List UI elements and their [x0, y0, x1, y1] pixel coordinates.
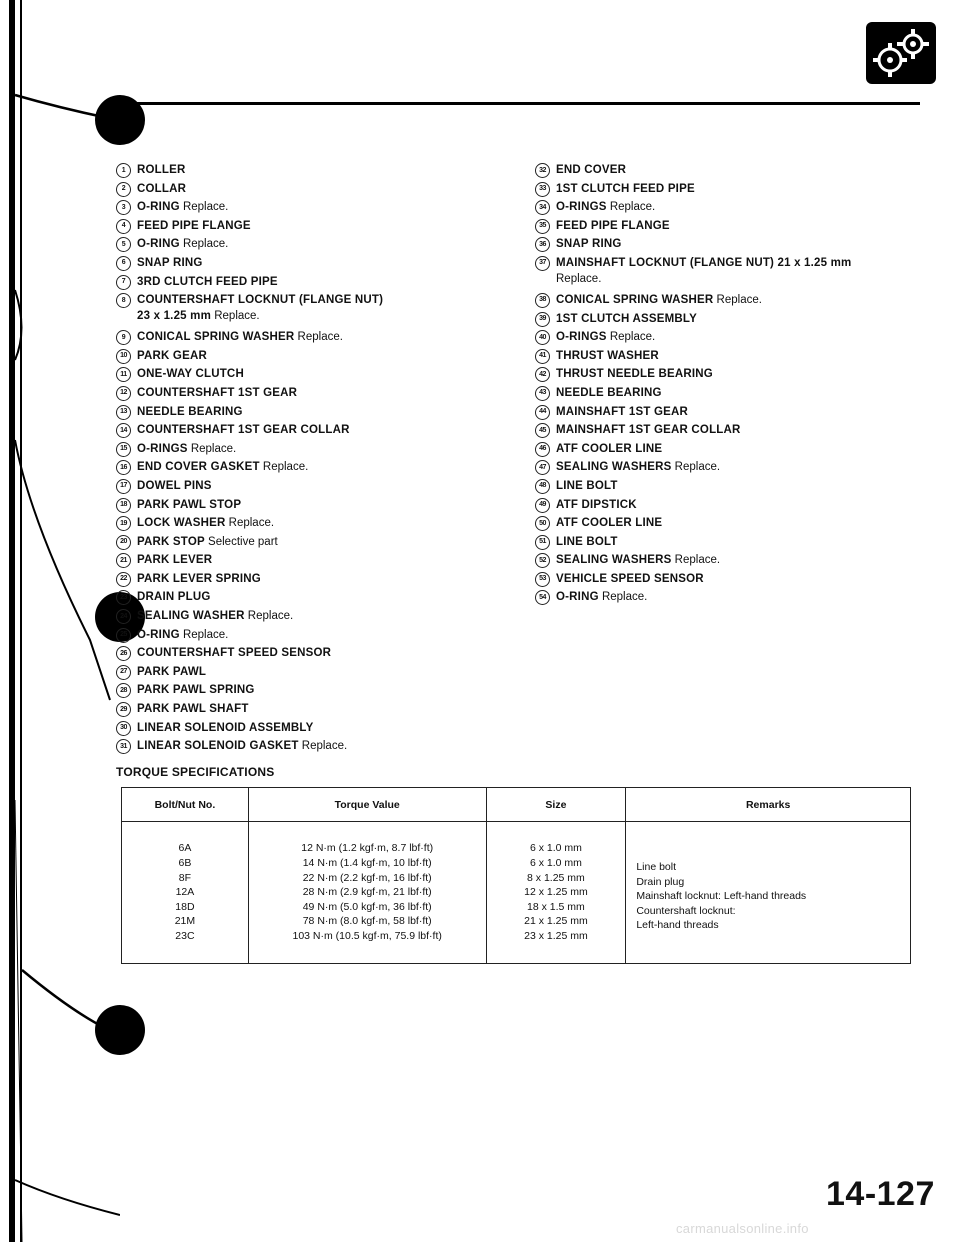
part-text [137, 571, 261, 587]
part-item [116, 459, 536, 478]
part-name: ATF DIPSTICK [556, 498, 637, 511]
callout-number-icon: 43 [535, 386, 550, 401]
part-text [137, 720, 313, 736]
header-remarks: Remarks [626, 788, 911, 822]
callout-number-icon: 18 [116, 498, 131, 513]
part-text [137, 441, 236, 457]
part-name: SEALING WASHERS [556, 554, 672, 567]
part-note: Replace. [609, 331, 656, 344]
callout-number-icon: 12 [116, 386, 131, 401]
part-name: CONICAL SPRING WASHER [137, 331, 295, 344]
part-item [116, 329, 536, 348]
part-text [137, 329, 343, 345]
part-item [535, 404, 955, 423]
part-item [116, 441, 536, 460]
part-item [116, 720, 536, 739]
part-note: Replace. [247, 610, 294, 623]
callout-number-icon: 54 [535, 590, 550, 605]
part-text [137, 682, 255, 698]
header-rule [120, 102, 920, 105]
callout-number-icon: 20 [116, 535, 131, 550]
part-text [556, 348, 659, 364]
part-name: PARK PAWL SHAFT [137, 703, 249, 716]
part-name: PARK PAWL STOP [137, 498, 242, 511]
part-text [137, 199, 228, 215]
part-name: ROLLER [137, 164, 186, 176]
part-item [116, 534, 536, 553]
part-name: O-RINGS [556, 201, 607, 214]
part-text [137, 348, 207, 364]
callout-number-icon: 11 [116, 367, 131, 382]
callout-number-icon: 3 [116, 200, 131, 215]
binding-hole-bottom [95, 1005, 145, 1055]
remark: Left-hand threads [636, 919, 719, 932]
part-item [535, 441, 955, 460]
part-name: NEEDLE BEARING [556, 386, 662, 399]
part-name: O-RING [137, 201, 180, 214]
bolt-size: 6 x 1.0 mm [529, 842, 582, 855]
part-item [535, 459, 955, 478]
part-text [556, 422, 741, 438]
torque-table-header-row [122, 788, 911, 822]
part-item [535, 366, 955, 385]
part-item [116, 385, 536, 404]
bolt-size: 18 x 1.5 mm [527, 900, 585, 913]
part-text [556, 404, 688, 420]
callout-number-icon: 30 [116, 721, 131, 736]
part-text [137, 478, 212, 494]
part-text [137, 497, 241, 513]
part-text [556, 366, 713, 382]
part-item [535, 199, 955, 218]
part-text [137, 385, 297, 401]
callout-number-icon: 7 [116, 275, 131, 290]
bolt-number: 12A [175, 886, 195, 899]
part-item [535, 162, 955, 181]
part-note: Replace. [228, 517, 275, 530]
part-text [556, 441, 662, 457]
part-name: END COVER [556, 164, 627, 176]
part-item [116, 664, 536, 683]
callout-number-icon: 9 [116, 330, 131, 345]
part-name: DRAIN PLUG [137, 591, 211, 604]
part-name: FEED PIPE FLANGE [137, 219, 251, 232]
part-name: PARK PAWL [137, 665, 207, 678]
part-name: LINEAR SOLENOID GASKET [137, 740, 299, 753]
part-note: Replace. [182, 201, 229, 214]
part-name: O-RING [556, 591, 599, 604]
torque-table-row [122, 822, 911, 964]
part-item [116, 422, 536, 441]
part-item [535, 292, 955, 311]
torque-value: 78 N·m (8.0 kgf·m, 58 lbf·ft) [302, 915, 432, 928]
part-item [535, 497, 955, 516]
part-continuation [137, 308, 383, 324]
callout-number-icon: 39 [535, 312, 550, 327]
callout-number-icon: 49 [535, 498, 550, 513]
bolt-number: 8F [178, 871, 192, 884]
part-note: Replace. [601, 591, 648, 604]
part-item [116, 181, 536, 200]
part-text [556, 199, 655, 215]
bolt-size: 21 x 1.25 mm [524, 915, 588, 928]
part-item [116, 589, 536, 608]
part-item [116, 738, 536, 757]
remark: Countershaft locknut: [636, 904, 736, 917]
part-name: O-RING [137, 238, 180, 251]
callout-number-icon: 17 [116, 479, 131, 494]
page-number: 14-127 [826, 1175, 935, 1213]
part-text [137, 218, 251, 234]
callout-number-icon: 8 [116, 293, 131, 308]
callout-number-icon: 46 [535, 442, 550, 457]
callout-number-icon: 40 [535, 330, 550, 345]
part-name: THRUST WASHER [556, 349, 659, 362]
callout-number-icon: 25 [116, 628, 131, 643]
part-item [116, 255, 536, 274]
part-item [116, 552, 536, 571]
part-size: 23 x 1.25 mm [137, 310, 212, 323]
part-name: PARK PAWL SPRING [137, 684, 255, 697]
part-text [556, 311, 697, 327]
callout-number-icon: 1 [116, 163, 131, 178]
part-name: COUNTERSHAFT LOCKNUT (FLANGE NUT) [137, 294, 384, 307]
parts-list-right [535, 162, 955, 608]
part-item [535, 515, 955, 534]
part-item [116, 162, 536, 181]
part-name: VEHICLE SPEED SENSOR [556, 572, 704, 585]
part-text [556, 162, 626, 178]
bolt-number: 6A [178, 842, 192, 855]
part-text [137, 422, 350, 438]
part-item [535, 329, 955, 348]
part-text [556, 497, 637, 513]
callout-number-icon: 32 [535, 163, 550, 178]
part-name: O-RINGS [556, 331, 607, 344]
callout-number-icon: 36 [535, 237, 550, 252]
callout-number-icon: 47 [535, 460, 550, 475]
part-text [556, 329, 655, 345]
part-name: DOWEL PINS [137, 479, 212, 492]
torque-values-cell [248, 822, 486, 964]
bolt-size: 23 x 1.25 mm [524, 929, 588, 942]
part-text [556, 236, 622, 252]
part-name: MAINSHAFT 1ST GEAR COLLAR [556, 424, 741, 437]
part-name: LINE BOLT [556, 479, 618, 492]
part-item [535, 348, 955, 367]
part-note: Replace. [716, 293, 762, 306]
part-text [137, 645, 331, 661]
part-item [535, 552, 955, 571]
part-continuation [556, 271, 851, 287]
part-text [137, 181, 186, 197]
callout-number-icon: 31 [116, 739, 131, 754]
callout-number-icon: 5 [116, 237, 131, 252]
part-item [535, 422, 955, 441]
part-item [116, 236, 536, 255]
part-text [137, 459, 308, 475]
callout-number-icon: 45 [535, 423, 550, 438]
part-name: SEALING WASHERS [556, 461, 672, 474]
callout-number-icon: 44 [535, 405, 550, 420]
part-note: Replace. [674, 461, 721, 474]
callout-number-icon: 22 [116, 572, 131, 587]
part-text [556, 385, 662, 401]
part-name: FEED PIPE FLANGE [556, 219, 670, 232]
header-torque-value: Torque Value [248, 788, 486, 822]
part-item [116, 348, 536, 367]
part-item [535, 571, 955, 590]
part-text [137, 366, 244, 382]
part-text [556, 292, 762, 308]
part-item [535, 534, 955, 553]
part-name: MAINSHAFT 1ST GEAR [556, 405, 689, 418]
callout-number-icon: 26 [116, 646, 131, 661]
part-note: Replace. [297, 331, 343, 344]
part-item [535, 478, 955, 497]
part-item [116, 608, 536, 627]
part-text [137, 236, 228, 252]
remarks-cell [626, 822, 911, 964]
callout-number-icon: 10 [116, 349, 131, 364]
part-item [535, 218, 955, 237]
part-name: COUNTERSHAFT 1ST GEAR [137, 386, 298, 399]
part-text [137, 255, 203, 271]
callout-number-icon: 53 [535, 572, 550, 587]
callout-number-icon: 38 [535, 293, 550, 308]
part-item [116, 682, 536, 701]
part-text [137, 701, 249, 717]
part-name: LOCK WASHER [137, 517, 226, 530]
remark: Mainshaft locknut: Left-hand threads [636, 890, 807, 903]
torque-value: 14 N·m (1.4 kgf·m, 10 lbf·ft) [302, 857, 432, 870]
callout-number-icon: 24 [116, 609, 131, 624]
bolt-number: 6B [178, 857, 192, 870]
part-text [556, 255, 851, 287]
part-name: PARK GEAR [137, 349, 207, 362]
part-name: LINE BOLT [556, 535, 618, 548]
callout-number-icon: 34 [535, 200, 550, 215]
part-item [535, 589, 955, 608]
part-text [137, 515, 274, 531]
callout-number-icon: 16 [116, 460, 131, 475]
callout-number-icon: 19 [116, 516, 131, 531]
part-item [116, 478, 536, 497]
callout-number-icon: 50 [535, 516, 550, 531]
bolt-size: 12 x 1.25 mm [524, 886, 588, 899]
torque-value: 49 N·m (5.0 kgf·m, 36 lbf·ft) [302, 900, 432, 913]
callout-number-icon: 51 [535, 535, 550, 550]
part-item [116, 292, 536, 329]
callout-number-icon: 14 [116, 423, 131, 438]
parts-list-left [116, 162, 536, 757]
sizes-cell [486, 822, 626, 964]
bolt-size: 6 x 1.0 mm [529, 857, 582, 870]
part-item [535, 311, 955, 330]
part-item [116, 218, 536, 237]
part-text [137, 534, 278, 550]
part-name: COLLAR [137, 182, 187, 195]
part-text [137, 738, 347, 754]
part-name: ONE-WAY CLUTCH [137, 368, 244, 381]
part-text [556, 515, 662, 531]
part-text [556, 534, 618, 550]
callout-number-icon: 52 [535, 553, 550, 568]
torque-section-title: TORQUE SPECIFICATIONS [116, 765, 275, 779]
part-name: 1ST CLUTCH FEED PIPE [556, 182, 695, 195]
part-item [116, 497, 536, 516]
gears-icon [866, 22, 936, 84]
part-item [116, 199, 536, 218]
part-name: ATF COOLER LINE [556, 442, 663, 455]
torque-value: 28 N·m (2.9 kgf·m, 21 lbf·ft) [302, 886, 432, 899]
part-note: Replace. [182, 238, 229, 251]
part-text [137, 274, 278, 290]
part-name: SEALING WASHER [137, 610, 245, 623]
part-note: Replace. [301, 740, 348, 753]
part-name: NEEDLE BEARING [137, 405, 243, 418]
part-item [116, 274, 536, 293]
part-name: LINEAR SOLENOID ASSEMBLY [137, 721, 314, 734]
callout-number-icon: 29 [116, 702, 131, 717]
bolt-numbers-cell [122, 822, 249, 964]
bolt-number: 23C [175, 929, 195, 942]
part-item [535, 255, 955, 292]
part-item [116, 366, 536, 385]
part-note: Replace. [556, 272, 602, 285]
part-item [116, 404, 536, 423]
bolt-number: 21M [174, 915, 196, 928]
part-item [116, 515, 536, 534]
callout-number-icon: 37 [535, 256, 550, 271]
part-note: Replace. [182, 628, 229, 641]
part-name: O-RINGS [137, 442, 188, 455]
part-item [535, 181, 955, 200]
part-name: PARK LEVER SPRING [137, 572, 261, 585]
callout-number-icon: 13 [116, 405, 131, 420]
part-item [116, 645, 536, 664]
part-item [535, 385, 955, 404]
part-text [137, 292, 383, 324]
callout-number-icon: 21 [116, 553, 131, 568]
callout-number-icon: 27 [116, 665, 131, 680]
part-name: THRUST NEEDLE BEARING [556, 368, 713, 381]
part-text [556, 552, 720, 568]
torque-value: 103 N·m (10.5 kgf·m, 75.9 lbf·ft) [292, 929, 442, 942]
part-name: CONICAL SPRING WASHER [556, 293, 714, 306]
part-name: MAINSHAFT LOCKNUT (FLANGE NUT) 21 x 1.25 mm [556, 256, 852, 269]
remark: Drain plug [636, 875, 685, 888]
part-name: 1ST CLUTCH ASSEMBLY [556, 312, 697, 325]
part-name: PARK LEVER [137, 554, 213, 567]
callout-number-icon: 41 [535, 349, 550, 364]
callout-number-icon: 2 [116, 182, 131, 197]
bolt-number: 18D [175, 900, 195, 913]
callout-number-icon: 4 [116, 219, 131, 234]
part-note: Replace. [674, 554, 721, 567]
part-text [137, 552, 212, 568]
torque-table [121, 787, 911, 964]
torque-value: 22 N·m (2.2 kgf·m, 16 lbf·ft) [302, 871, 432, 884]
part-text [556, 181, 695, 197]
part-text [556, 459, 720, 475]
callout-number-icon: 35 [535, 219, 550, 234]
part-text [137, 162, 185, 178]
torque-value: 12 N·m (1.2 kgf·m, 8.7 lbf·ft) [301, 842, 434, 855]
callout-number-icon: 48 [535, 479, 550, 494]
callout-number-icon: 23 [116, 590, 131, 605]
part-name: COUNTERSHAFT SPEED SENSOR [137, 647, 332, 660]
part-note: Selective part [208, 535, 278, 548]
part-note: Replace. [262, 461, 309, 474]
part-text [556, 589, 647, 605]
callout-number-icon: 15 [116, 442, 131, 457]
part-text [556, 571, 704, 587]
part-text [137, 404, 243, 420]
header-size: Size [486, 788, 626, 822]
part-text [137, 608, 293, 624]
part-item [116, 627, 536, 646]
part-name: COUNTERSHAFT 1ST GEAR COLLAR [137, 424, 350, 437]
part-text [556, 478, 618, 494]
part-name: O-RING [137, 628, 180, 641]
part-note: Replace. [609, 201, 656, 214]
part-name: SNAP RING [137, 256, 203, 269]
callout-number-icon: 33 [535, 182, 550, 197]
part-text [137, 627, 228, 643]
part-name: SNAP RING [556, 238, 622, 251]
remark: Line bolt [636, 861, 677, 873]
callout-number-icon: 28 [116, 683, 131, 698]
callout-number-icon: 6 [116, 256, 131, 271]
part-note: Replace. [190, 442, 237, 455]
part-name: END COVER GASKET [137, 461, 260, 474]
part-text [137, 664, 206, 680]
callout-number-icon: 42 [535, 367, 550, 382]
part-item [116, 701, 536, 720]
bolt-size: 8 x 1.25 mm [527, 871, 585, 884]
watermark: carmanualsonline.info [676, 1221, 809, 1236]
part-name: ATF COOLER LINE [556, 517, 663, 530]
part-note: Replace. [214, 310, 260, 323]
part-item [116, 571, 536, 590]
part-name: PARK STOP [137, 535, 205, 548]
part-name: 3RD CLUTCH FEED PIPE [137, 275, 278, 288]
header-bolt-nut-no: Bolt/Nut No. [122, 788, 249, 822]
part-text [556, 218, 670, 234]
part-text [137, 589, 211, 605]
part-item [535, 236, 955, 255]
